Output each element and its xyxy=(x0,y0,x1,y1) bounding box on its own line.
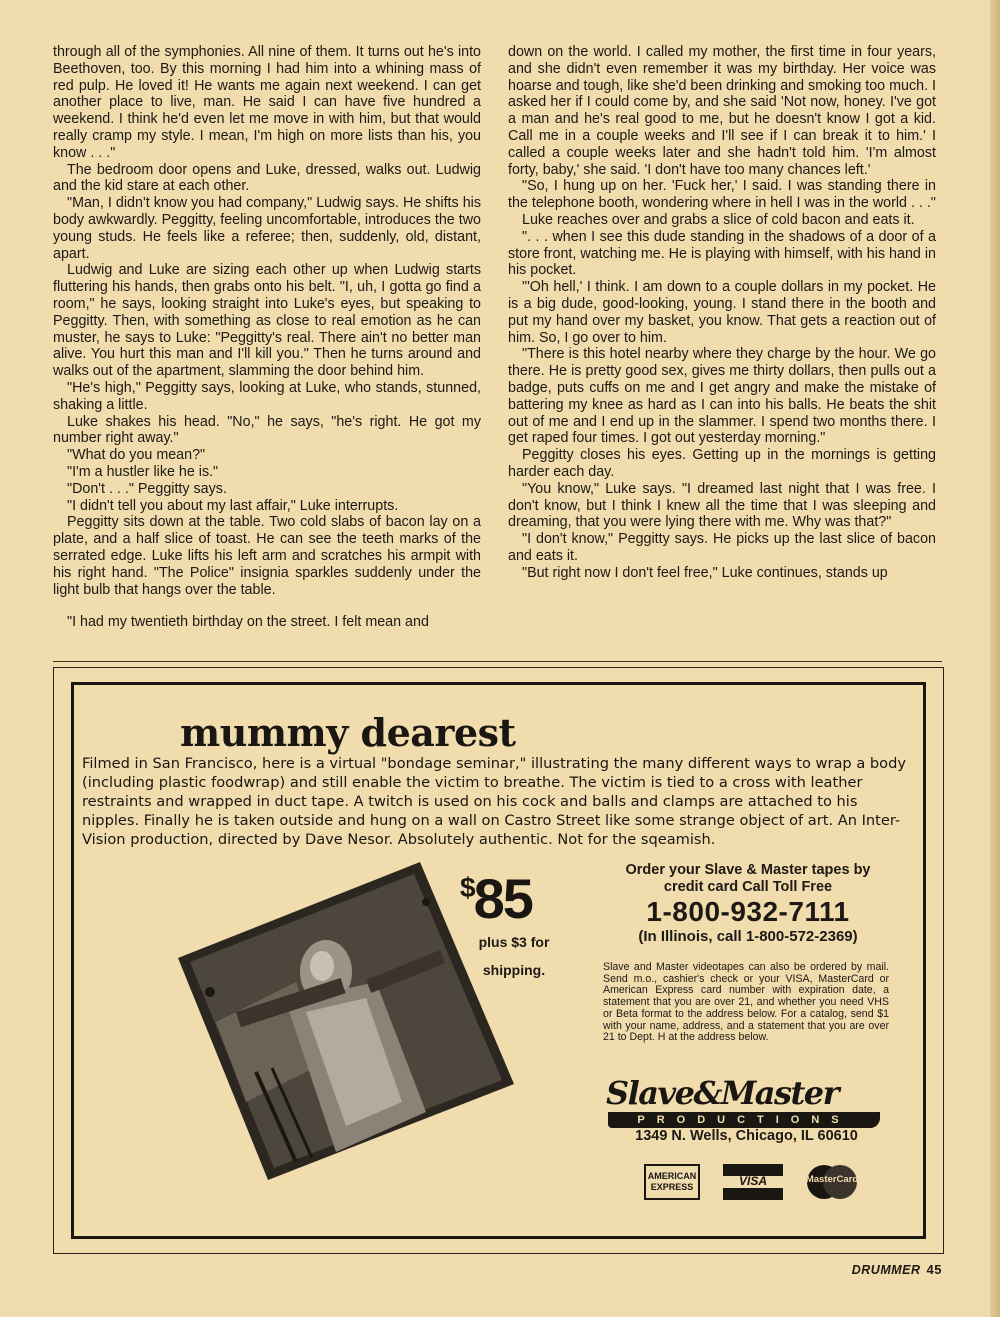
amex-card-icon: AMERICAN EXPRESS xyxy=(644,1164,700,1200)
logo-name: Slave&Master xyxy=(606,1074,839,1112)
paragraph: "So, I hung up on her. 'Fuck her,' I said. I was standing there in the telephone booth, wondering where in hell I was in the world . . ." xyxy=(508,178,936,212)
page-edge xyxy=(990,0,1000,1317)
paragraph: "You know," Luke says. "I dreamed last night that I was free. I don't know, but I think I knew all the time that I was sleeping and dreaming, that you were lying there with me. Why was that?" xyxy=(508,480,936,531)
shipping-line: shipping. xyxy=(482,962,546,978)
paragraph: "There is this hotel nearby where they charge by the hour. We go there. He is pretty good sex, gives me thirty dollars, then pulls out a badge, puts cuffs on me and I get angry and make the mistake of battering my knee as hard as I can into his balls. He beats the shit out of me and I end up in the slammer. I spend two months there. I get raped four times. I got out yesterday morning." xyxy=(508,346,936,447)
paragraph: Ludwig and Luke are sizing each other up when Ludwig starts fluttering his hands, then grabs onto his belt. "I, uh, I gotta go find a room," he says, looking straight into Luke's eyes, but speaking to Peggitty. Then, with something as close to real emotion as he can muster, he says to Luke: "Peggitty's real. There ain't no better man alive. You hurt this man and I'll kill you." Then he turns around and walks out of the apartment, slamming the door behind him. xyxy=(53,262,481,380)
shipping-note xyxy=(466,928,562,984)
paragraph: down on the world. I called my mother, the first time in four years, and she didn't even remember it was my birthday. Her voice was hoarse and tough, like she'd been drinking and smoking too much. I asked her if I could come by, and she said 'Not now, honey. I've got a man and he's real good to me, but he doesn't know I got a kid. Call me in a couple weeks and I'll see if I can break it to him.' I called a couple weeks later and she hadn't told him. 'I'm almost forty, baby,' she said. 'I don't have too many chances left.' xyxy=(508,44,936,178)
company-address: 1349 N. Wells, Chicago, IL 60610 xyxy=(635,1128,858,1144)
paragraph: ". . . when I see this dude standing in the shadows of a door of a store front, watching me. He is playing with himself, with his hand in his pocket. xyxy=(508,228,936,279)
page-number: 45 xyxy=(926,1262,942,1277)
paragraph: Peggitty sits down at the table. Two cold slabs of bacon lay on a plate, and a half slice of toast. He can see the teeth marks of the serrated edge. Luke lifts his left arm and scratches his armpit with his right hand. "The Police" insignia sparkles suddenly under the light bulb that hangs over the table. xyxy=(53,514,481,598)
ad-description: Filmed in San Francisco, here is a virtual "bondage seminar," illustrating the many different ways to wrap a body (including plastic foodwrap) and still enable the victim to breathe. The victim is tied to a cross with leather restraints and wrapped in duct tape. A twitch is used on his cock and balls and clamps are attached to his nipples. Finally he is taken outside and hung on a wall on Castro Street like some strange object of art. An Inter-Vision production, directed by Dave Nesor. Absolutely authentic. Not for the sqeamish. xyxy=(82,755,906,848)
logo-subtitle: PRODUCTIONS xyxy=(637,1114,851,1126)
ad-price xyxy=(460,866,532,931)
column-divider xyxy=(53,661,942,662)
price-currency-symbol: $ xyxy=(460,872,474,903)
ad-title: mummy dearest xyxy=(180,710,516,755)
price-amount: 85 xyxy=(473,867,532,930)
paragraph: "Man, I didn't know you had company," Ludwig says. He shifts his body awkwardly. Peggitty, feeling uncomfortable, introduces the two young studs. He feels like a referee; then, suddenly, old, distant, apart. xyxy=(53,195,481,262)
magazine-name: DRUMMER xyxy=(851,1263,921,1277)
toll-free-phone: 1-800-932-7111 xyxy=(646,896,850,927)
shipping-line: plus $3 for xyxy=(478,934,550,950)
page-footer xyxy=(852,1262,942,1277)
article-column-right xyxy=(508,44,936,582)
paragraph: "Don't . . ." Peggitty says. xyxy=(67,480,227,497)
paragraph: "What do you mean?" xyxy=(67,447,206,464)
paragraph: Luke shakes his head. "No," he says, "he's right. He got my number right away." xyxy=(53,413,481,447)
article-column-left xyxy=(53,44,481,631)
illinois-phone: (In Illinois, call 1-800-572-2369) xyxy=(638,928,858,945)
paragraph: "'Oh hell,' I think. I am down to a couple dollars in my pocket. He is a big dude, good-looking, young. I stand there in the booth and put my hand over my basket, you know. That gets a reaction out of him. So, I go over to him. xyxy=(508,279,936,346)
paragraph: "I had my twentieth birthday on the street. I felt mean and xyxy=(67,614,429,631)
order-heading: Order your Slave & Master tapes by credit card Call Toll Free xyxy=(625,862,871,895)
paragraph: The bedroom door opens and Luke, dressed, walks out. Ludwig and the kid stare at each other. xyxy=(53,161,481,195)
mastercard-icon: MasterCard xyxy=(802,1164,862,1200)
visa-card-icon: VISA xyxy=(723,1164,783,1200)
mail-order-text: Slave and Master videotapes can also be ordered by mail. Send m.o., cashier's check or your VISA, MasterCard or American Express card number with expiration date, a statement that you are over 21, and whether you need VHS or Beta format to the address below. For a catalog, send $1 with your name, address, and a statement that you are over 21 to Dept. H at the address below. xyxy=(603,961,889,1044)
paragraph: through all of the symphonies. All nine of them. It turns out he's into Beethoven, too. By this morning I had him into a whining mass of red pulp. He loved it! He wants me again next weekend. I can get another place to live, man. He said I can have five hundred a weekend. I think he'd even let me move in with him, but that would really cramp my style. I mean, I'm high on more lists than his, you know . . ." xyxy=(53,44,481,161)
paragraph: Peggitty closes his eyes. Getting up in the mornings is getting harder each day. xyxy=(508,447,936,480)
paragraph: "He's high," Peggitty says, looking at Luke, who stands, stunned, shaking a little. xyxy=(53,379,481,413)
paragraph: "But right now I don't feel free," Luke continues, stands up xyxy=(522,564,888,581)
paragraph: "I don't know," Peggitty says. He picks up the last slice of bacon and eats it. xyxy=(508,531,936,564)
company-logo xyxy=(604,1074,889,1134)
paragraph: "I didn't tell you about my last affair," Luke interrupts. xyxy=(67,497,399,514)
paragraph: Luke reaches over and grabs a slice of cold bacon and eats it. xyxy=(522,211,915,228)
paragraph: "I'm a hustler like he is." xyxy=(67,463,219,480)
